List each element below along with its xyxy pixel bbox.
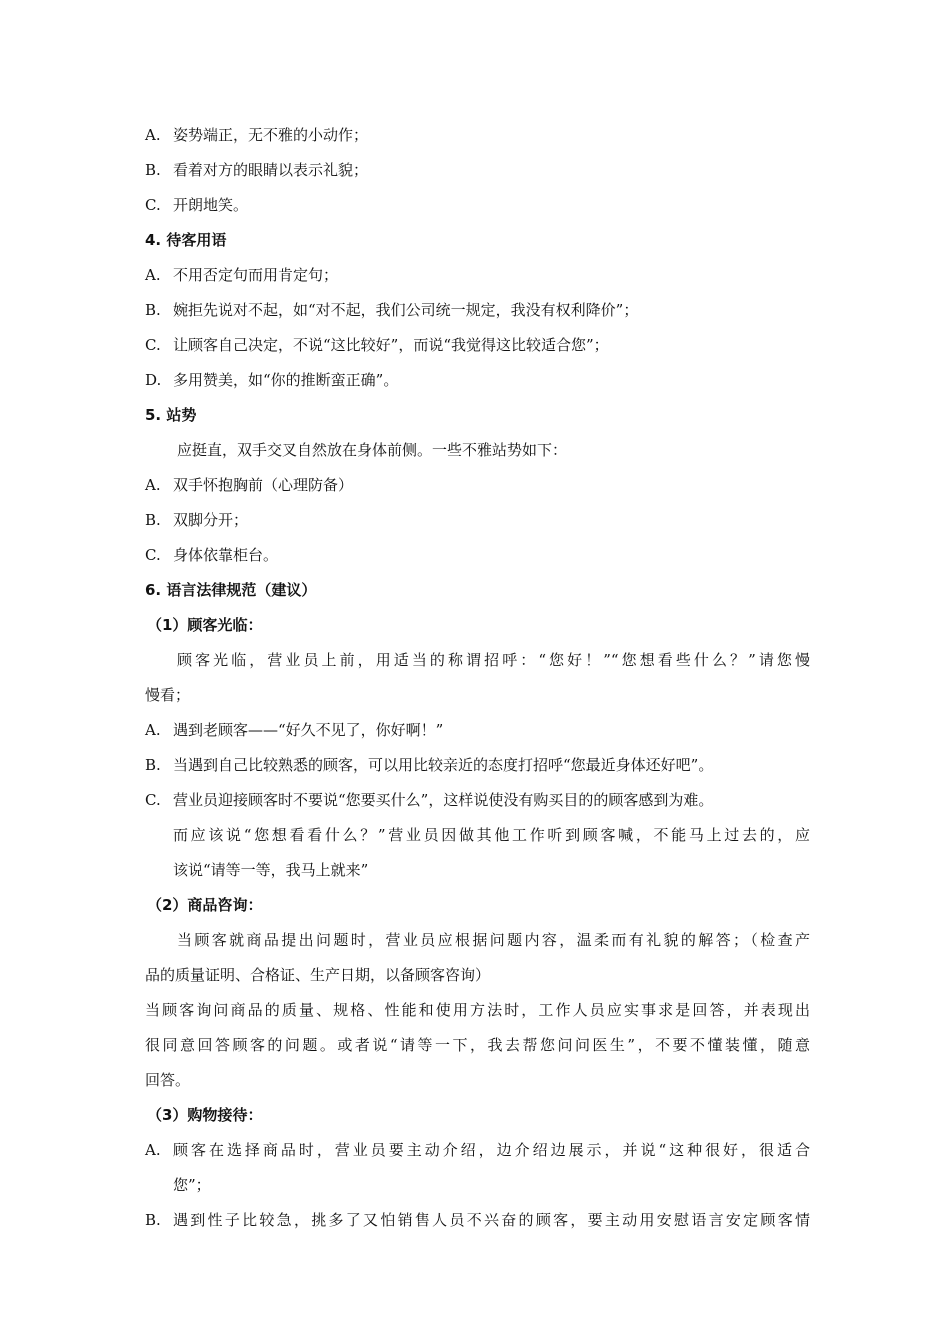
- paragraph-line: 回答。: [145, 1071, 191, 1089]
- list-item: [145, 468, 810, 503]
- list-item-text: 不用否定句而用肯定句；: [173, 266, 339, 284]
- paragraph: 应挺直，双手交叉自然放在身体前侧。一些不雅站势如下：: [177, 441, 568, 459]
- list-marker: D.: [145, 371, 162, 389]
- paragraph-line: 当顾客询问商品的质量、规格、性能和使用方法时，工作人员应实事求是回答，并表现出: [145, 1001, 810, 1019]
- paragraph-line: 顾客光临，营业员上前，用适当的称谓招呼：“您好！”“您想看些什么？”请您慢: [177, 651, 810, 669]
- list-item-text: 营业员迎接顾客时不要说“您要买什么”，这样说使没有购买目的的顾客感到为难。: [173, 791, 714, 809]
- list-item-text: 当遇到自己比较熟悉的顾客，可以用比较亲近的态度打招呼“您最近身体还好吧”。: [173, 756, 714, 774]
- list-item: [145, 713, 810, 748]
- list-item-text: 顾客在选择商品时，营业员要主动介绍，边介绍边展示，并说“这种很好，很适合: [173, 1141, 810, 1159]
- list-item-text: 多用赞美，如“你的推断蛮正确”。: [173, 371, 399, 389]
- list-marker: B.: [145, 511, 161, 529]
- list-marker: A.: [145, 476, 161, 494]
- list-item: [145, 258, 810, 293]
- subsection-heading: （1）顾客光临：: [147, 616, 263, 634]
- list-marker: C.: [145, 791, 161, 809]
- list-marker: A.: [145, 1141, 161, 1159]
- list-item-text: 婉拒先说对不起，如“对不起，我们公司统一规定，我没有权利降价”；: [173, 301, 639, 319]
- list-item-text: 双脚分开；: [173, 511, 249, 529]
- list-item: [145, 328, 810, 363]
- list-item-text: 身体依靠柜台。: [173, 546, 279, 564]
- section-heading: 6. 语言法律规范（建议）: [145, 581, 317, 599]
- list-item: [145, 1133, 810, 1168]
- list-item: [145, 188, 810, 223]
- document-page: [145, 118, 810, 1238]
- paragraph-line: 慢看；: [145, 686, 191, 704]
- list-item-text: 看着对方的眼睛以表示礼貌；: [173, 161, 369, 179]
- list-item-continuation: 该说“请等一等，我马上就来”: [173, 861, 369, 879]
- list-item-text: 遇到老顾客——“好久不见了，你好啊！”: [173, 721, 444, 739]
- list-marker: C.: [145, 196, 161, 214]
- list-item-text: 遇到性子比较急，挑多了又怕销售人员不兴奋的顾客，要主动用安慰语言安定顾客情: [173, 1211, 810, 1229]
- list-marker: C.: [145, 336, 161, 354]
- list-marker: A.: [145, 126, 161, 144]
- list-item: [145, 1203, 810, 1238]
- list-item: [145, 363, 810, 398]
- list-item-text: 双手怀抱胸前（心理防备）: [173, 476, 354, 494]
- list-item-continuation: 而应该说“您想看看什么？”营业员因做其他工作听到顾客喊，不能马上过去的，应: [173, 826, 810, 844]
- list-item: [145, 153, 810, 188]
- list-marker: A.: [145, 266, 161, 284]
- list-item: [145, 503, 810, 538]
- list-marker: B.: [145, 301, 161, 319]
- list-marker: B.: [145, 161, 161, 179]
- list-marker: C.: [145, 546, 161, 564]
- list-marker: B.: [145, 1211, 161, 1229]
- list-item-text: 让顾客自己决定，不说“这比较好”，而说“我觉得这比较适合您”；: [173, 336, 609, 354]
- list-item-text: 开朗地笑。: [173, 196, 249, 214]
- list-item: [145, 118, 810, 153]
- list-marker: A.: [145, 721, 161, 739]
- list-item: [145, 293, 810, 328]
- list-item: [145, 783, 810, 818]
- list-item: [145, 538, 810, 573]
- paragraph-line: 很同意回答顾客的问题。或者说“请等一下，我去帮您问问医生”，不要不懂装懂，随意: [145, 1036, 810, 1054]
- section-heading: 5. 站势: [145, 406, 197, 424]
- subsection-heading: （2）商品咨询：: [147, 896, 263, 914]
- list-item-continuation: 您”；: [173, 1176, 211, 1194]
- subsection-heading: （3）购物接待：: [147, 1106, 263, 1124]
- list-marker: B.: [145, 756, 161, 774]
- section-heading: 4. 待客用语: [145, 231, 227, 249]
- paragraph-line: 品的质量证明、合格证、生产日期，以备顾客咨询）: [145, 966, 491, 984]
- list-item: [145, 748, 810, 783]
- paragraph-line: 当顾客就商品提出问题时，营业员应根据问题内容，温柔而有礼貌的解答；（检查产: [177, 931, 810, 949]
- list-item-text: 姿势端正，无不雅的小动作；: [173, 126, 369, 144]
